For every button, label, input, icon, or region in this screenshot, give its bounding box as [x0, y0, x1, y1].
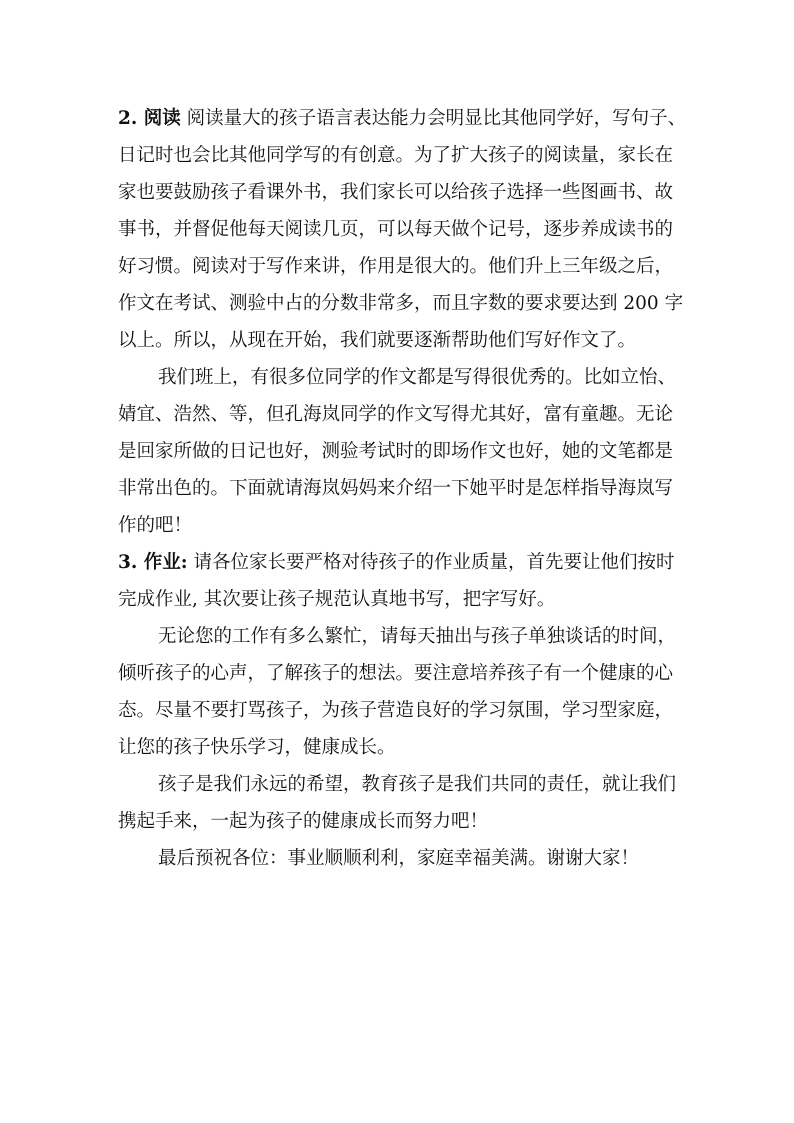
reading-line-5: 好习惯。阅读对于写作来讲，作用是很大的。他们升上三年级之后， [118, 256, 674, 277]
reading-section [118, 100, 687, 359]
homework-section [118, 544, 676, 618]
homework-line-1: 3. 作业: 请各位家长要严格对待孩子的作业质量，首先要让他们按时 [118, 552, 675, 573]
reading-line-4: 事书，并督促他每天阅读几页，可以每天做个记号，逐步养成读书的 [118, 219, 674, 240]
reading-line-7: 以上。所以，从现在开始，我们就要逐渐帮助他们写好作文了。 [118, 330, 637, 351]
homework-line-2: 完成作业, 其次要让孩子规范认真地书写，把字写好。 [118, 589, 556, 610]
busy-line-2: 倾听孩子的心声，了解孩子的想法。要注意培养孩子有一个健康的心 [118, 663, 674, 684]
homework-heading: 3. 作业: [118, 552, 188, 573]
classmates-paragraph [118, 359, 676, 544]
reading-heading: 2. 阅读 [118, 108, 181, 129]
classmates-line-4: 非常出色的。下面就请海岚妈妈来介绍一下她平时是怎样指导海岚写 [118, 478, 674, 499]
classmates-line-2: 婧宜、浩然、等，但孔海岚同学的作文写得尤其好，富有童趣。无论 [118, 404, 674, 425]
busy-line-1: 无论您的工作有多么繁忙，请每天抽出与孩子单独谈话的时间， [158, 626, 677, 647]
classmates-line-1: 我们班上，有很多位同学的作文都是写得很优秀的。比如立怡、 [158, 367, 677, 388]
reading-line-3: 家也要鼓励孩子看课外书，我们家长可以给孩子选择一些图画书、故 [118, 182, 674, 203]
classmates-line-5: 作的吧！ [118, 515, 193, 536]
closing-paragraph [118, 840, 676, 877]
reading-line-6: 作文在考试、测验中占的分数非常多，而且字数的要求要达到 200 字 [118, 293, 684, 314]
hope-paragraph [118, 766, 676, 840]
busy-line-4: 让您的孩子快乐学习，健康成长。 [118, 737, 396, 758]
hope-line-1: 孩子是我们永远的希望，教育孩子是我们共同的责任，就让我们 [158, 774, 677, 795]
hope-line-2: 携起手来，一起为孩子的健康成长而努力吧！ [118, 811, 489, 832]
busy-paragraph [118, 618, 676, 766]
busy-line-3: 态。尽量不要打骂孩子，为孩子营造良好的学习氛围，学习型家庭， [118, 700, 674, 721]
closing-line-1: 最后预祝各位：事业顺顺利利，家庭幸福美满。谢谢大家！ [158, 848, 640, 869]
reading-line-1: 2. 阅读 阅读量大的孩子语言表达能力会明显比其他同学好，写句子、 [118, 108, 687, 129]
classmates-line-3: 是回家所做的日记也好，测验考试时的即场作文也好，她的文笔都是 [118, 441, 674, 462]
reading-line-2: 日记时也会比其他同学写的有创意。为了扩大孩子的阅读量，家长在 [118, 145, 674, 166]
